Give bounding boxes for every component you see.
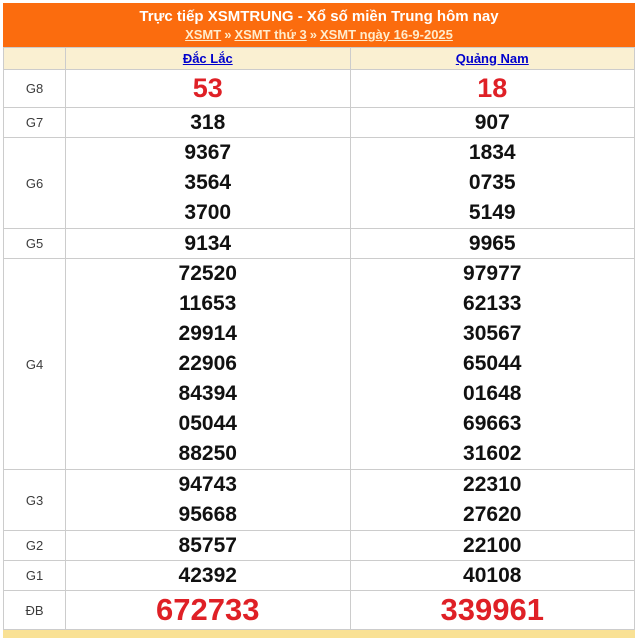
prize-label: G3 bbox=[4, 470, 66, 531]
result-cell bbox=[66, 591, 351, 630]
province-link[interactable]: Đắc Lắc bbox=[182, 50, 233, 66]
result-number: 1834 bbox=[468, 141, 516, 164]
result-number: 672733 bbox=[156, 592, 260, 627]
result-cell bbox=[350, 259, 635, 470]
page-title: Trực tiếp XSMTRUNG - Xổ số miền Trung hôm nay bbox=[139, 8, 499, 25]
result-number: 95668 bbox=[178, 503, 237, 526]
prize-row-g8 bbox=[4, 70, 635, 108]
results-body bbox=[4, 70, 635, 630]
result-cell bbox=[66, 70, 351, 108]
breadcrumb bbox=[3, 26, 635, 44]
result-number: 22310 bbox=[463, 473, 522, 496]
result-number: 27620 bbox=[463, 503, 522, 526]
result-number: 01648 bbox=[463, 382, 522, 405]
result-number: 30567 bbox=[463, 322, 522, 345]
corner-cell bbox=[4, 48, 66, 70]
result-cell bbox=[66, 259, 351, 470]
result-cell bbox=[350, 591, 635, 630]
prize-label: G6 bbox=[4, 138, 66, 229]
breadcrumb-link-date[interactable]: XSMT ngày 16-9-2025 bbox=[319, 27, 453, 42]
prize-row-g4 bbox=[4, 259, 635, 470]
result-number: 9367 bbox=[184, 141, 232, 164]
breadcrumb-separator: » bbox=[224, 27, 232, 42]
prize-row-g6 bbox=[4, 138, 635, 229]
result-cell bbox=[350, 138, 635, 229]
result-cell bbox=[66, 470, 351, 531]
breadcrumb-link-weekday[interactable]: XSMT thứ 3 bbox=[234, 27, 307, 42]
result-number: 9965 bbox=[468, 232, 516, 255]
province-link[interactable]: Quảng Nam bbox=[455, 50, 529, 66]
result-number: 62133 bbox=[463, 292, 522, 315]
province-header-row bbox=[4, 48, 635, 70]
result-number: 3564 bbox=[184, 171, 232, 194]
prize-row-g7 bbox=[4, 108, 635, 138]
result-number: 9134 bbox=[184, 232, 232, 255]
result-cell bbox=[66, 561, 351, 591]
result-number: 0735 bbox=[468, 171, 516, 194]
result-number: 18 bbox=[477, 73, 508, 103]
result-cell bbox=[66, 531, 351, 561]
result-number: 11653 bbox=[179, 292, 237, 315]
result-number: 69663 bbox=[463, 412, 522, 435]
prize-row-g2 bbox=[4, 531, 635, 561]
result-cell bbox=[350, 70, 635, 108]
result-number: 72520 bbox=[178, 262, 237, 285]
prize-label: G8 bbox=[4, 70, 66, 108]
result-cell bbox=[350, 531, 635, 561]
page bbox=[3, 0, 635, 638]
breadcrumb-link-xsmt[interactable]: XSMT bbox=[185, 27, 222, 42]
result-number: 3700 bbox=[184, 201, 232, 224]
result-number: 53 bbox=[192, 73, 223, 103]
prize-label: G7 bbox=[4, 108, 66, 138]
result-cell bbox=[66, 138, 351, 229]
result-number: 88250 bbox=[178, 442, 237, 465]
result-number: 84394 bbox=[178, 382, 237, 405]
breadcrumb-separator: » bbox=[309, 27, 317, 42]
result-cell bbox=[350, 470, 635, 531]
result-number: 94743 bbox=[178, 473, 237, 496]
result-number: 22906 bbox=[178, 352, 237, 375]
result-number: 907 bbox=[474, 111, 510, 134]
result-number: 85757 bbox=[178, 534, 237, 557]
result-number: 65044 bbox=[463, 352, 522, 375]
result-number: 318 bbox=[190, 111, 226, 134]
prize-label: ĐB bbox=[4, 591, 66, 630]
prize-label: G5 bbox=[4, 229, 66, 259]
result-number: 31602 bbox=[463, 442, 522, 465]
result-cell bbox=[350, 108, 635, 138]
result-cell bbox=[350, 229, 635, 259]
prize-label: G1 bbox=[4, 561, 66, 591]
result-number: 42392 bbox=[178, 564, 237, 587]
result-number: 40108 bbox=[463, 564, 522, 587]
result-number: 5149 bbox=[468, 201, 516, 224]
bottom-strip bbox=[3, 630, 635, 638]
prize-row-g5 bbox=[4, 229, 635, 259]
results-table bbox=[3, 47, 635, 630]
result-number: 97977 bbox=[463, 262, 522, 285]
prize-row-g1 bbox=[4, 561, 635, 591]
result-number: 22100 bbox=[463, 534, 522, 557]
result-number: 339961 bbox=[440, 592, 544, 627]
result-cell bbox=[350, 561, 635, 591]
province-header-quang-nam bbox=[350, 48, 635, 70]
result-number: 05044 bbox=[178, 412, 237, 435]
province-header-dac-lac bbox=[66, 48, 351, 70]
prize-row-đb bbox=[4, 591, 635, 630]
result-cell bbox=[66, 108, 351, 138]
prize-row-g3 bbox=[4, 470, 635, 531]
header-banner bbox=[3, 3, 635, 47]
prize-label: G2 bbox=[4, 531, 66, 561]
prize-label: G4 bbox=[4, 259, 66, 470]
result-number: 29914 bbox=[178, 322, 237, 345]
result-cell bbox=[66, 229, 351, 259]
